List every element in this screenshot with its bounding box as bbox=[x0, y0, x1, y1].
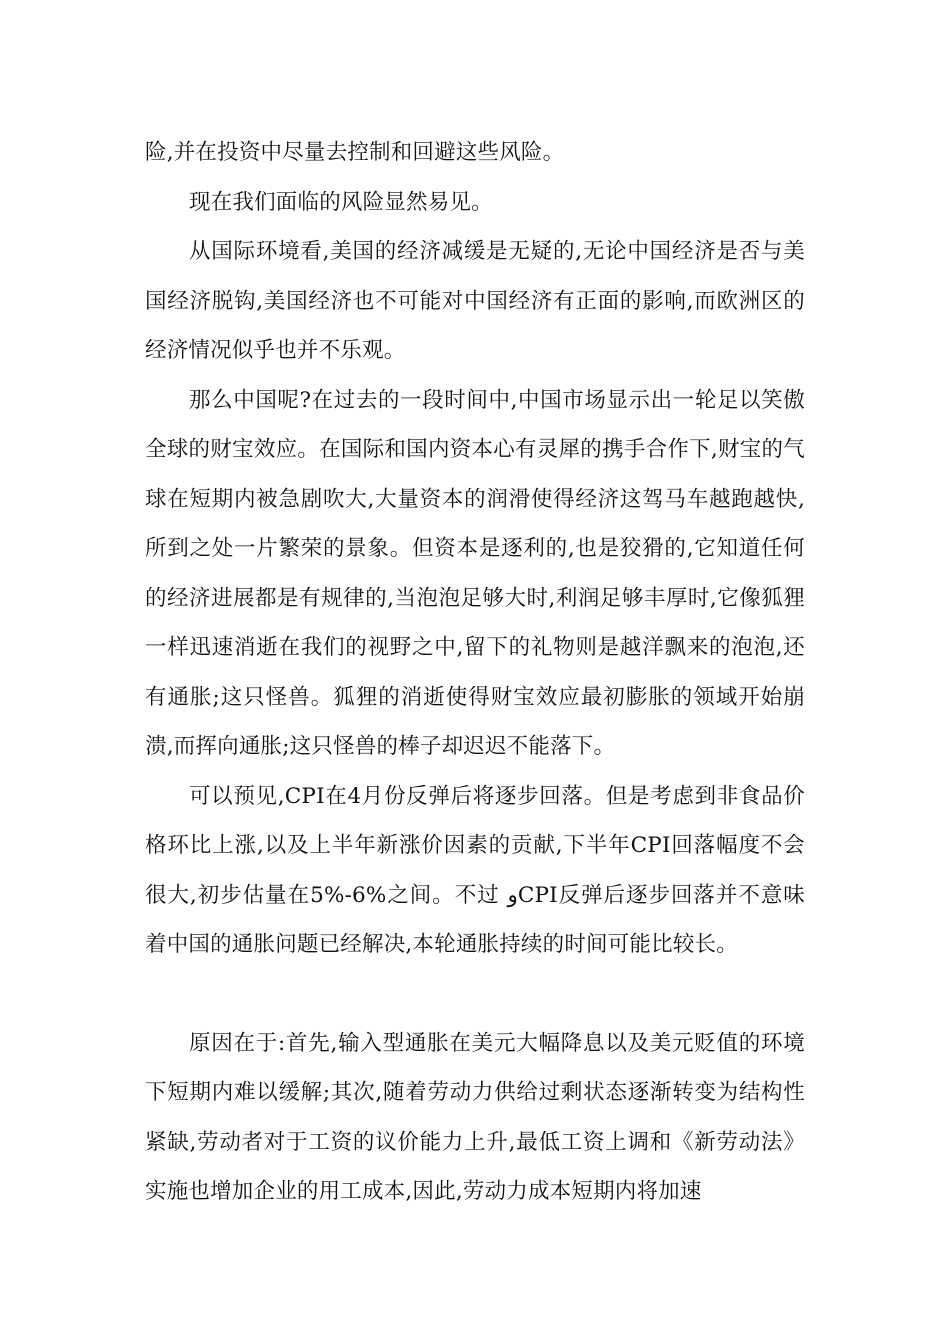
paragraph-2: 现在我们面临的风险显然易见。 bbox=[189, 189, 493, 215]
document-body bbox=[145, 128, 805, 1217]
paragraph-6: 原因在于:首先,输入型通胀在美元大幅降息以及美元贬值的环境下短期内难以缓解;其次,随着劳动力供给过剩状态逐渐转变为结构性紧缺,劳动者对于工资的议价能力上升,最低工资上调和《新劳动法》实施也增加企业的用工成本,因此,劳动力成本短期内将加速 bbox=[145, 1030, 805, 1204]
paragraph-4: 那么中国呢?在过去的一段时间中,中国市场显示出一轮足以笑傲全球的财宝效应。在国际和国内资本心有灵犀的携手合作下,财宝的气球在短期内被急剧吹大,大量资本的润滑使得经济这驾马车越跑越快,所到之处一片繁荣的景象。但资本是逐利的,也是狡猾的,它知道任何的经济进展都是有规律的,当泡泡足够大时,利润足够丰厚时,它像狐狸一样迅速消逝在我们的视野之中,留下的礼物则是越洋飘来的泡泡,还有通胀;这只怪兽。狐狸的消逝使得财宝效应最初膨胀的领域开始崩溃,而挥向通胀;这只怪兽的棒子却迟迟不能落下。 bbox=[145, 387, 805, 759]
paragraph-5: 可以预见,CPI在4月份反弹后将逐步回落。但是考虑到非食品价格环比上涨,以及上半年新涨价因素的贡献,下半年CPI回落幅度不会很大,初步估量在5%-6%之间。不过 ﻭCPI反弹后逐步回落并不意味着中国的通胀问题已经解决,本轮通胀持续的时间可能比较长。 bbox=[145, 783, 805, 957]
paragraph-3: 从国际环境看,美国的经济减缓是无疑的,无论中国经济是否与美国经济脱钩,美国经济也不可能对中国经济有正面的影响,而欧洲区的经济情况似乎也并不乐观。 bbox=[145, 239, 805, 363]
paragraph-1: 险,并在投资中尽量去控制和回避这些风险。 bbox=[145, 140, 565, 165]
